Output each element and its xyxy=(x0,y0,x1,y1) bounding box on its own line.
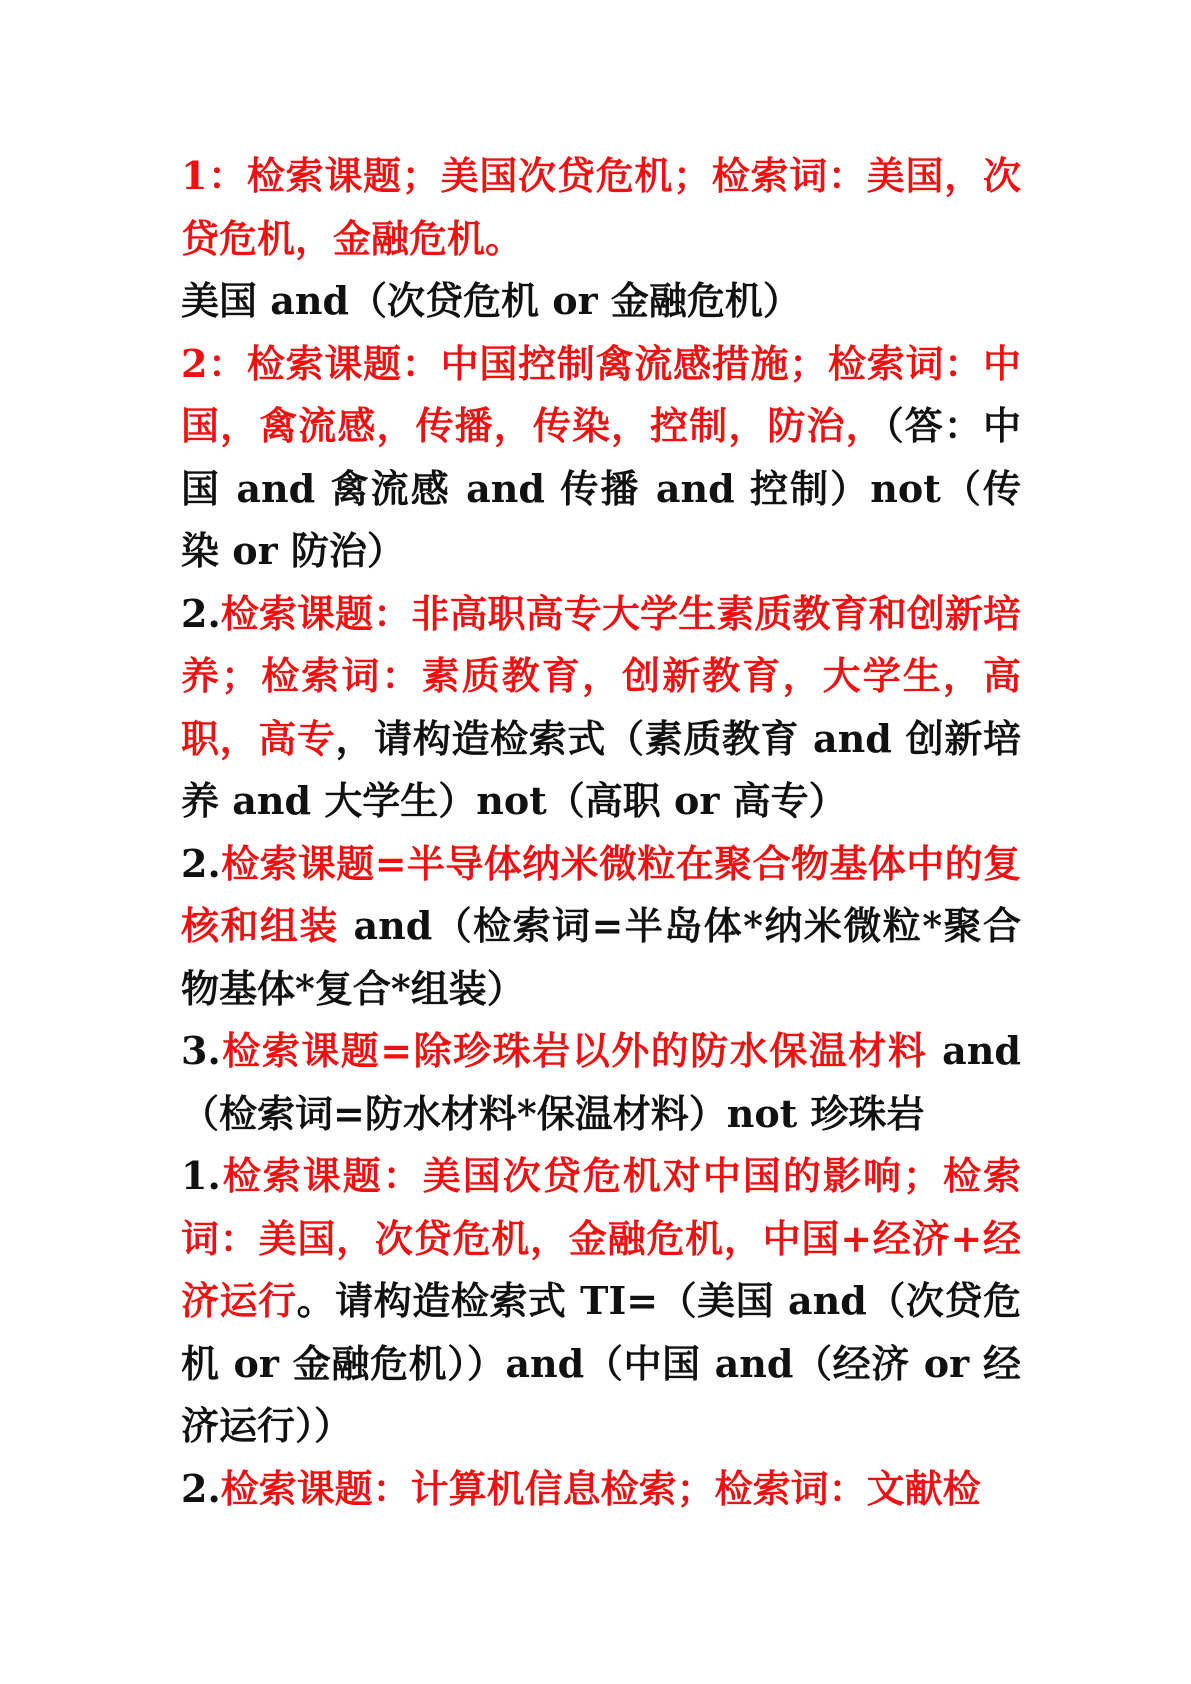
paragraph xyxy=(181,145,1021,270)
body-text: 。请构造检索式 TI=（美国 and（次贷危机 or 金融危机））and（中国 and（经济 or 经济运行）） xyxy=(181,1278,1021,1448)
body-text: 3. xyxy=(181,1028,221,1073)
paragraph xyxy=(181,833,1021,1021)
body-text: 2. xyxy=(181,840,221,886)
document-body xyxy=(181,145,1021,1520)
paragraph xyxy=(181,1145,1021,1458)
highlighted-text: 检索课题：美国次贷危机对中国的影响；检索词：美国，次贷危机，金融危机，中国+经济+经济运行 xyxy=(181,1153,1021,1323)
highlighted-text: 2：检索课题：中国控制禽流感措施；检索词：中国，禽流感，传播，传染，控制，防治， xyxy=(181,340,1021,448)
highlighted-text: 检索课题=半导体纳米微粒在聚合物基体中的复核和组装 xyxy=(181,840,1021,948)
highlighted-text: 检索课题=除珍珠岩以外的防水保温材料 xyxy=(220,1028,928,1073)
body-text: ，请构造检索式（素质教育 and 创新培养 and 大学生）not（高职 or 高专） xyxy=(181,715,1021,823)
highlighted-text: 1：检索课题；美国次贷危机；检索词：美国，次贷危机，金融危机。 xyxy=(181,153,1021,261)
highlighted-text: 检索课题：非高职高专大学生素质教育和创新培养；检索词：素质教育，创新教育，大学生，高职，高专 xyxy=(181,590,1021,761)
body-text: and（检索词=半岛体*纳米微粒*聚合物基体*复合*组装） xyxy=(181,903,1021,1011)
paragraph xyxy=(181,1020,1021,1145)
paragraph xyxy=(181,1458,1021,1521)
body-text: （答：中国 and 禽流感 and 传播 and 控制）not（传染 or 防治） xyxy=(181,403,1021,573)
paragraph xyxy=(181,583,1021,833)
body-text: 2. xyxy=(181,1465,221,1511)
body-text: 2. xyxy=(181,590,221,636)
paragraph xyxy=(181,333,1021,583)
highlighted-text: 检索课题：计算机信息检索；检索词：文献检 xyxy=(220,1465,981,1511)
body-text: and（检索词=防水材料*保温材料）not 珍珠岩 xyxy=(181,1028,1021,1136)
body-text: 1. xyxy=(181,1153,221,1198)
body-text: 美国 and（次贷危机 or 金融危机） xyxy=(181,278,801,323)
paragraph xyxy=(181,270,1021,333)
